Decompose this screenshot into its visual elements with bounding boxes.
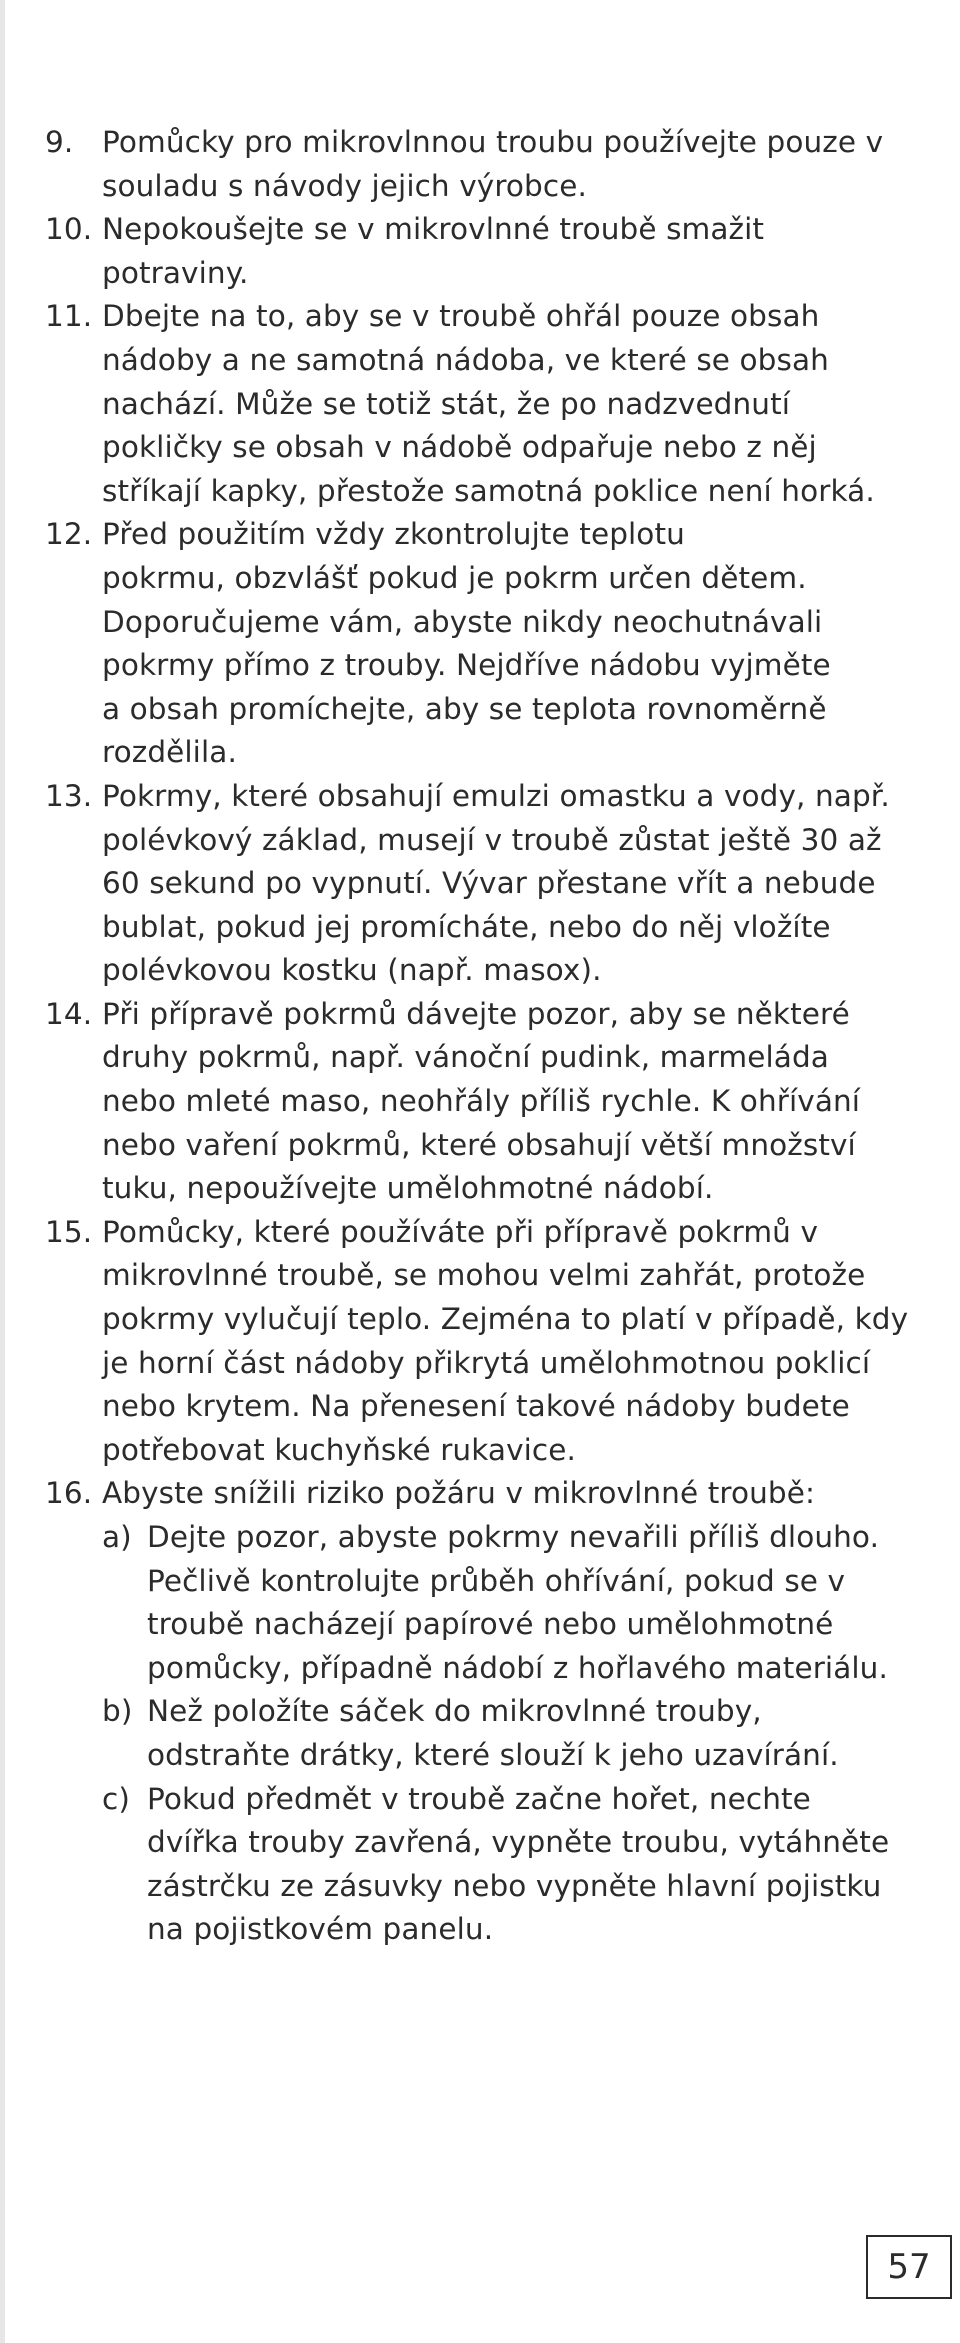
list-item-13: [45, 775, 945, 993]
page-left-edge: [0, 0, 5, 2343]
item-number: 14.: [45, 996, 93, 1031]
sublist-item-a: [102, 1516, 945, 1690]
item-number: 16.: [45, 1476, 93, 1511]
item-number: 13.: [45, 778, 93, 813]
item-number: 12.: [45, 517, 93, 552]
item-number: 11.: [45, 299, 93, 334]
subitem-letter: c): [102, 1781, 130, 1816]
subitem-text: Než položíte sáček do mikrovlnné trouby, odstraňte drátky, které slouží k jeho uzavírání.: [147, 1694, 839, 1772]
item-text: Před použitím vždy zkontrolujte teplotu pokrmu, obzvlášť pokud je pokrm určen dětem. Doporučujeme vám, abyste nikdy neochutnávali pokrmy přímo z trouby. Nejdříve nádobu vyjměte a obsah promíchejte, aby se teplota rovnoměrně rozdělila.: [102, 517, 831, 770]
item-text: Při přípravě pokrmů dávejte pozor, aby se některé druhy pokrmů, např. vánoční pudink, marmeláda nebo mleté maso, neohřály příliš rychle. K ohřívání nebo vaření pokrmů, které obsahují větší množství tuku, nepoužívejte umělohmotné nádobí.: [102, 996, 861, 1206]
sublist-item-c: [102, 1778, 945, 1952]
item-number: 10.: [45, 212, 93, 247]
subitem-letter: b): [102, 1694, 133, 1729]
item-text: Nepokoušejte se v mikrovlnné troubě smažit potraviny.: [102, 212, 765, 290]
subitem-letter: a): [102, 1520, 132, 1554]
page-number: 57: [866, 2235, 952, 2299]
sublist-item-b: [102, 1690, 945, 1777]
item-text: Abyste snížili riziko požáru v mikrovlnné troubě:: [102, 1476, 816, 1511]
list-item-16: [45, 1472, 945, 1516]
subitem-text: Pokud předmět v troubě začne hořet, nechte dvířka trouby zavřená, vypněte troubu, vytáhněte zástrčku ze zásuvky nebo vypněte hlavní pojistku na pojistkovém panelu.: [147, 1781, 890, 1947]
list-item-10: [45, 208, 945, 295]
instruction-list: [45, 121, 945, 1952]
list-item-14: [45, 993, 945, 1211]
item-text: Dbejte na to, aby se v troubě ohřál pouze obsah nádoby a ne samotná nádoba, ve které se obsah nachází. Může se totiž stát, že po nadzvednutí pokličky se obsah v nádobě odpařuje nebo z něj stříkají kapky, přestože samotná poklice není horká.: [102, 299, 875, 508]
subitem-text: Dejte pozor, abyste pokrmy nevařili příliš dlouho. Pečlivě kontrolujte průběh ohřívání, pokud se v troubě nacházejí papírové nebo umělohmotné pomůcky, případně nádobí z hořlavého materiálu.: [147, 1520, 888, 1685]
list-item-15: [45, 1211, 945, 1473]
list-item-11: [45, 295, 945, 513]
list-item-9: [45, 121, 945, 208]
item-text: Pomůcky, které používáte při přípravě pokrmů v mikrovlnné troubě, se mohou velmi zahřát, protože pokrmy vylučují teplo. Zejména to platí v případě, kdy je horní část nádoby přikrytá umělohmotnou poklicí nebo krytem. Na přenesení takové nádoby budete potřebovat kuchyňské rukavice.: [102, 1214, 909, 1467]
list-item-12: [45, 513, 945, 775]
item-number: 9.: [45, 125, 74, 159]
item-text: Pomůcky pro mikrovlnnou troubu používejte pouze v souladu s návody jejich výrobce.: [102, 125, 884, 203]
item-number: 15.: [45, 1214, 93, 1249]
item-text: Pokrmy, které obsahují emulzi omastku a vody, např. polévkový základ, musejí v troubě zůstat ještě 30 až 60 sekund po vypnutí. Vývar přestane vřít a nebude bublat, pokud jej promícháte, nebo do něj vložíte polévkovou kostku (např. masox).: [102, 778, 890, 988]
